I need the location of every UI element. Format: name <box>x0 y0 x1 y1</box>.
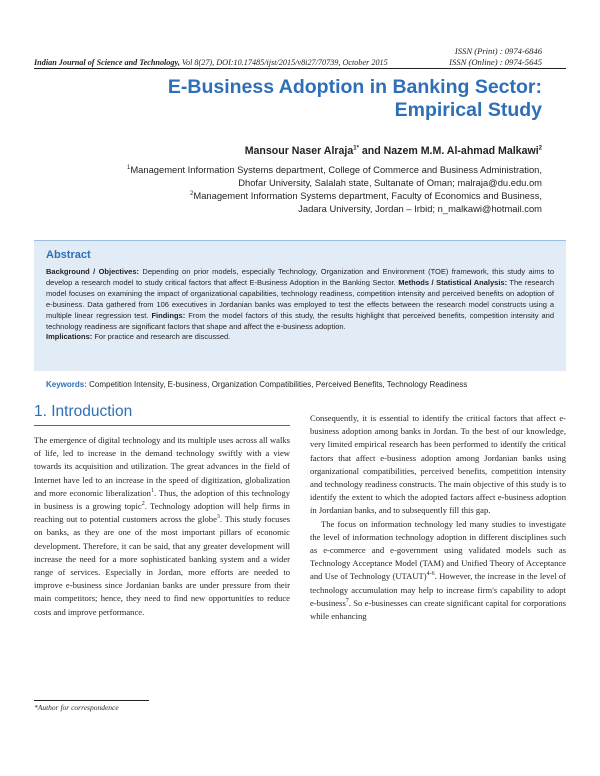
title-line-2: Empirical Study <box>394 99 542 121</box>
paragraph <box>310 518 566 624</box>
title-line-1: E-Business Adoption in Banking Sector: <box>167 76 542 98</box>
abstract-body <box>46 267 554 343</box>
author-list <box>245 145 542 157</box>
affiliation-2-number: 2 <box>190 190 194 197</box>
abstract-background-label: Background / Objectives: <box>46 267 140 276</box>
author-1-mark: 1* <box>353 145 359 152</box>
issn-print: ISSN (Print) : 0974-6846 <box>454 46 542 56</box>
paragraph-text: The focus on information technology led many studies to investigate the level of information technology adoption in different disciplines such as e-commerce and e-government using validated models such as Technology Acceptance Model (TAM) and Unified Theory of Acceptance and Use of Technology (UTAUT) <box>310 518 566 582</box>
abstract-methods-text: The research model focuses on examining the impact of organizational capabilities, technology readiness, competition intensity and perceived benefits on adoption of e-business. Data gathered from 106 executives in Jordanian banks was employed to test the effects between the research model constructs using a multiple linear regression test. <box>46 277 555 320</box>
affiliation-2-text: Management Information Systems department, Faculty of Economics and Business, <box>193 190 542 201</box>
keywords-text: Competition Intensity, E-business, Organization Compatibilities, Perceived Benefits, Technology Readiness <box>86 380 468 389</box>
affiliation-1-text: Management Information Systems department, College of Commerce and Business Administration, <box>130 164 542 175</box>
footnote-rule <box>34 700 149 701</box>
citation-ref: 3 <box>216 514 220 521</box>
journal-name: Indian Journal of Science and Technology, <box>34 58 180 67</box>
paragraph-text: The emergence of digital technology and its multiple uses across all walks of life, led to increase in the demand technology swiftly with a view towards its acquisition and utilization. The great advances in the field of Internet have led to an increase in the speed of digitization, globalization and more economic liberalization <box>34 435 290 498</box>
footnote-correspondence: *Author for correspondence <box>34 703 119 712</box>
header-rule <box>34 68 566 69</box>
affiliation-2-line-2: Jadara University, Jordan – Irbid; n_malkawi@hotmail.com <box>298 203 542 214</box>
affiliation-2-line-1 <box>22 189 542 202</box>
issn-online: ISSN (Online) : 0974-5645 <box>449 56 542 67</box>
citation-ref: 4-6 <box>426 571 435 578</box>
affiliations <box>22 163 542 215</box>
section-heading-rule <box>34 425 290 426</box>
abstract-methods-label: Methods / Statistical Analysis: <box>398 277 508 287</box>
paragraph-text: . Technology adoption will help firms in reaching out to potential customers across the globe <box>34 501 290 525</box>
paragraph-text: . So e-businesses can create significant capital for corporations while enhancing <box>310 597 566 622</box>
paper-title <box>42 76 542 122</box>
affiliation-1-line-2: Dhofar University, Salalah state, Sultanate of Oman; malraja@du.edu.om <box>238 177 542 188</box>
abstract-heading: Abstract <box>46 249 91 261</box>
journal-citation <box>34 58 388 67</box>
paragraph-text: . This study focuses on banks, as they are one of the most important pillars of economic development. Therefore, it can be said, that any greater development will increase the need for a more sophisticated banking system and a wider range of services. Especially in Jordan, more efforts are needed to improve e-business since Jordanian banks are under pressure from their main competitors; hence, they need to find new opportunities to reduce costs and improve performance. <box>34 514 290 617</box>
affiliation-1-number: 1 <box>127 164 131 171</box>
issn-block <box>449 46 542 67</box>
body-column-right <box>310 412 566 623</box>
author-2-mark: 2 <box>538 145 542 152</box>
affiliation-1-line-1 <box>22 163 542 176</box>
body-column-left <box>34 434 290 619</box>
citation-ref: 2 <box>141 501 145 508</box>
abstract-implications-label: Implications: <box>46 332 93 342</box>
abstract-implications-text: For practice and research are discussed. <box>92 332 231 342</box>
author-2: and Nazem M.M. Al-ahmad Malkawi <box>358 145 539 157</box>
keywords-line <box>46 380 467 389</box>
paragraph-text: . Thus, the adoption of this technology in business is a growing topic <box>34 487 290 512</box>
journal-details: Vol 8(27), DOI:10.17485/ijst/2015/v8i27/70739, October 2015 <box>179 58 388 67</box>
abstract-findings-label: Findings: <box>151 310 186 320</box>
keywords-label: Keywords: <box>46 380 87 389</box>
citation-ref: 7 <box>345 597 349 604</box>
citation-ref: 1 <box>150 487 154 494</box>
paragraph: Consequently, it is essential to identify the critical factors that affect e-business adoption among banks in Jordan. To the best of our knowledge, very limited empirical research has been performed to identify the critical factors that affect e-business adoption among Jordanian banks using organizational compatibilities, perceived benefits, competition intensity and technology readiness constructs. The main objective of this study is to identify the extent to which the adopted factors affect e-business adoption in Jordanian banks, and to subsequently fill this gap. <box>310 413 566 516</box>
author-1: Mansour Naser Alraja <box>244 145 354 157</box>
abstract-findings-text: From the model factors of this study, the results highlight that perceived benefits, competition intensity and technology readiness are significant factors that shape and affect the e-business adoption. <box>46 310 554 331</box>
section-heading-introduction: 1. Introduction <box>34 403 133 420</box>
abstract-background-text: Depending on prior models, especially Technology, Organization and Environment (TOE) framework, this study aims to develop a research model to study critical factors that affect E-Business Adoption in the Banking Sector. <box>46 267 554 287</box>
paragraph-text: . However, the increase in the level of technology accumulation may help to increase firm's capability to adopt e-business <box>310 571 566 608</box>
paragraph <box>34 434 290 619</box>
